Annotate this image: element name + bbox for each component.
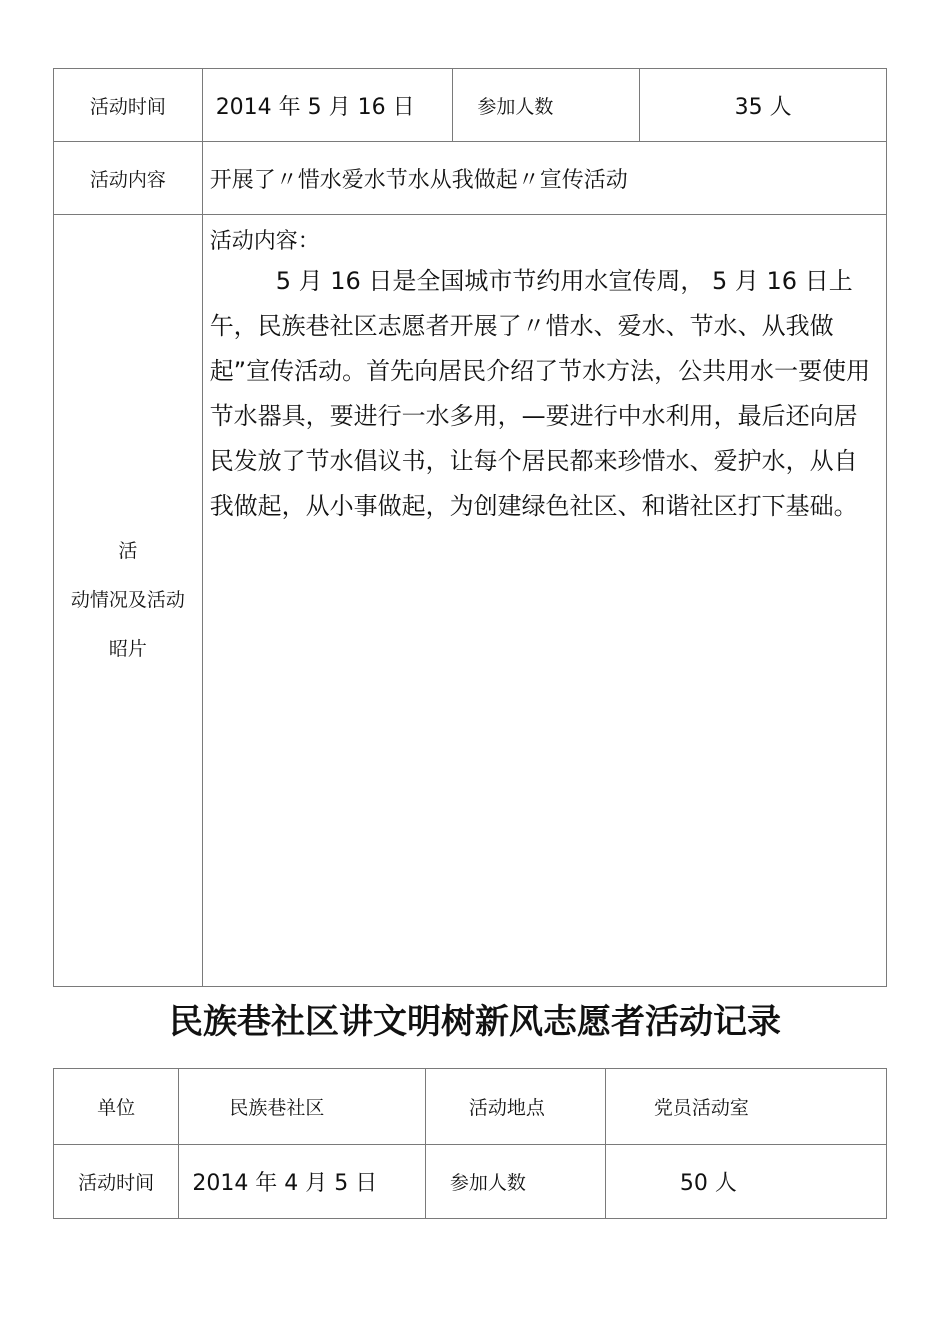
people-label: 参加人数 (425, 1145, 605, 1219)
table-row (54, 1069, 887, 1145)
page-title: 民族巷社区讲文明树新风志愿者活动记录 (169, 1002, 781, 1042)
table-row (54, 1145, 887, 1219)
details-content (202, 215, 886, 987)
details-label (54, 215, 203, 987)
place-label: 活动地点 (425, 1069, 605, 1145)
table-row (54, 142, 887, 215)
time-label: 活动时间 (54, 1145, 179, 1219)
place-value: 党员活动室 (605, 1069, 886, 1145)
people-label: 参加人数 (453, 69, 640, 142)
details-heading: 活动内容： (209, 229, 320, 254)
activity-record-table-1 (53, 68, 887, 987)
details-label-line: 活 (118, 540, 138, 562)
content-label: 活动内容 (54, 142, 203, 215)
people-value: 35 人 (640, 69, 887, 142)
activity-record-table-2 (53, 1068, 887, 1219)
table-row (54, 215, 887, 987)
details-body: 5 月 16 日是全国城市节约用水宣传周， 5 月 16 日上午，民族巷社区志愿者开展了〃惜水、爱水、节水、从我做起”宣传活动。首先向居民介绍了节水方法，公共用水一要使用节水器具，要进行一水多用，—要进行中水利用，最后还向居民发放了节水倡议书，让每个居民都来珍惜水、爱护水，从自我做起，从小事做起，为创建绿色社区、和谐社区打下基础。 (209, 267, 871, 520)
table-row (54, 69, 887, 142)
people-value: 50 人 (605, 1145, 886, 1219)
time-value: 2014 年 4 月 5 日 (179, 1145, 426, 1219)
time-label: 活动时间 (54, 69, 203, 142)
details-label-line: 昭片 (108, 638, 147, 660)
time-value: 2014 年 5 月 16 日 (202, 69, 453, 142)
unit-label: 单位 (54, 1069, 179, 1145)
content-value: 开展了〃惜水爱水节水从我做起〃宣传活动 (202, 142, 886, 215)
details-label-line: 动情况及活动 (70, 589, 185, 611)
unit-value: 民族巷社区 (179, 1069, 426, 1145)
